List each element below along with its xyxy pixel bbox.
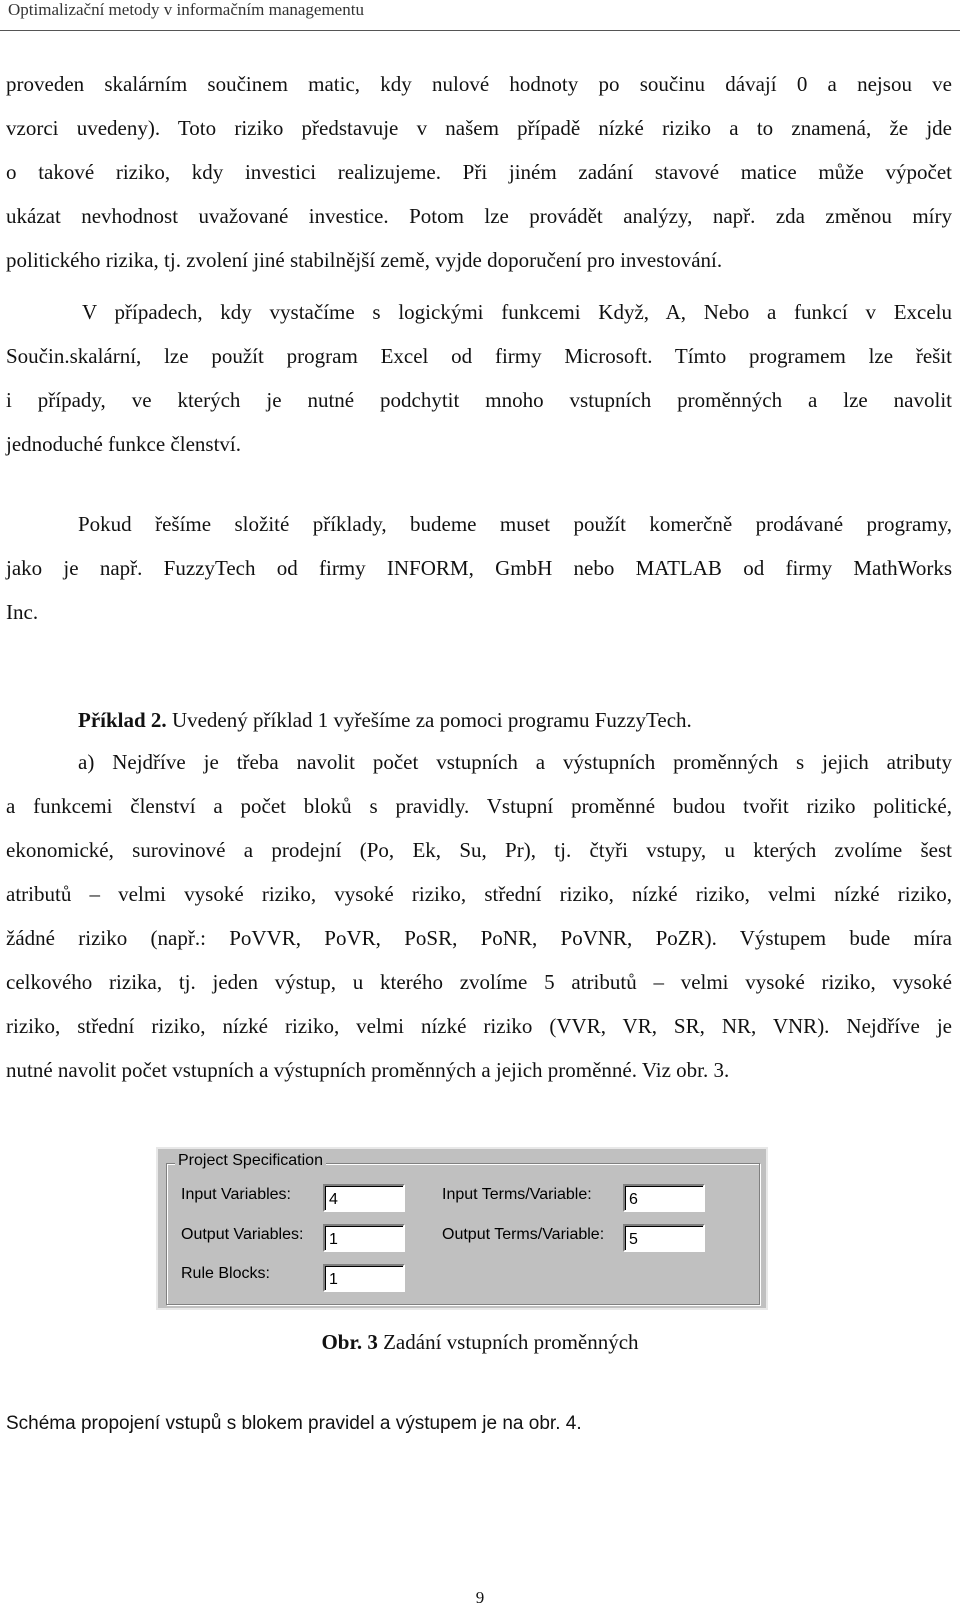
paragraph-line: nutné navolit počet vstupních a výstupních proměnných a jejich proměnné. Viz obr. 3. [6,1058,730,1082]
figure-caption [0,1330,960,1355]
input-terms-label: Input Terms/Variable: [442,1186,592,1203]
paragraph-line: i případy, ve kterých je nutné podchytit mnoho vstupních proměnných a lze navolit [6,388,952,412]
closing-sentence: Schéma propojení vstupů s blokem pravidel a výstupem je na obr. 4. [6,1413,582,1434]
project-specification-dialog [156,1147,768,1310]
paragraph-line: politického rizika, tj. zvolení jiné stabilnější země, vyjde doporučení pro investování. [6,248,723,272]
output-terms-input[interactable]: 5 [623,1224,705,1252]
rule-blocks-input[interactable]: 1 [323,1264,405,1292]
paragraph-line: o takové riziko, kdy investici realizujeme. Při jiném zadání stavové matice může výpočet [6,160,952,184]
paragraph-line: riziko, střední riziko, nízké riziko, velmi nízké riziko (VVR, VR, SR, NR, VNR). Nejdříve je [6,1014,952,1038]
paragraph-line: žádné riziko (např.: PoVVR, PoVR, PoSR, PoNR, PoVNR, PoZR). Výstupem bude míra [6,926,952,950]
group-title: Project Specification [175,1152,326,1170]
input-terms-input[interactable]: 6 [623,1184,705,1212]
paragraph-line: Inc. [6,600,39,624]
paragraph-line: a funkcemi členství a počet bloků s pravidly. Vstupní proměnné budou tvořit riziko politické, [6,794,952,818]
paragraph-line: vzorci uvedeny). Toto riziko představuje v našem případě nízké riziko a to znamená, že jde [6,116,952,140]
paragraph-line: Součin.skalární, lze použít program Excel od firmy Microsoft. Tímto programem lze řešit [6,344,952,368]
header-rule [0,30,960,31]
input-variables-label: Input Variables: [181,1186,291,1203]
paragraph-line: atributů – velmi vysoké riziko, vysoké riziko, střední riziko, nízké riziko, velmi nízké riziko, [6,882,952,906]
paragraph-line: ukázat nevhodnost uvažované investice. Potom lze provádět analýzy, např. zda změnou míry [6,204,952,228]
paragraph-line: a) Nejdříve je třeba navolit počet vstupních a výstupních proměnných s jejich atributy [78,750,952,774]
output-variables-label: Output Variables: [181,1226,304,1243]
caption-number: 3 [362,1330,378,1354]
project-specification-group [166,1152,760,1305]
input-variables-input[interactable]: 4 [323,1184,405,1212]
paragraph-line: jako je např. FuzzyTech od firmy INFORM, GmbH nebo MATLAB od firmy MathWorks [6,556,952,580]
output-terms-label: Output Terms/Variable: [442,1226,605,1243]
caption-text: Zadání vstupních proměnných [377,1330,639,1354]
paragraph-line: Pokud řešíme složité příklady, budeme muset použít komerčně prodávané programy, [78,512,952,536]
paragraph-line: jednoduché funkce členství. [6,432,241,456]
running-header: Optimalizační metody v informačním managementu [8,0,364,19]
example-heading [78,708,692,732]
example-label: Příklad 2. [78,708,167,732]
paragraph-line: ekonomické, surovinové a prodejní (Po, Ek, Su, Pr), tj. čtyři vstupy, u kterých zvolíme šest [6,838,952,862]
example-text: Uvedený příklad 1 vyřešíme za pomoci programu FuzzyTech. [166,708,692,732]
page-number: 9 [475,1588,485,1607]
rule-blocks-label: Rule Blocks: [181,1265,270,1282]
output-variables-input[interactable]: 1 [323,1224,405,1252]
caption-label: Obr. [321,1330,363,1354]
paragraph-line: celkového rizika, tj. jeden výstup, u kterého zvolíme 5 atributů – velmi vysoké riziko, vysoké [6,970,952,994]
paragraph-line: proveden skalárním součinem matic, kdy nulové hodnoty po součinu dávají 0 a nejsou ve [6,72,952,96]
paragraph-line: V případech, kdy vystačíme s logickými funkcemi Když, A, Nebo a funkcí v Excelu [82,300,952,324]
